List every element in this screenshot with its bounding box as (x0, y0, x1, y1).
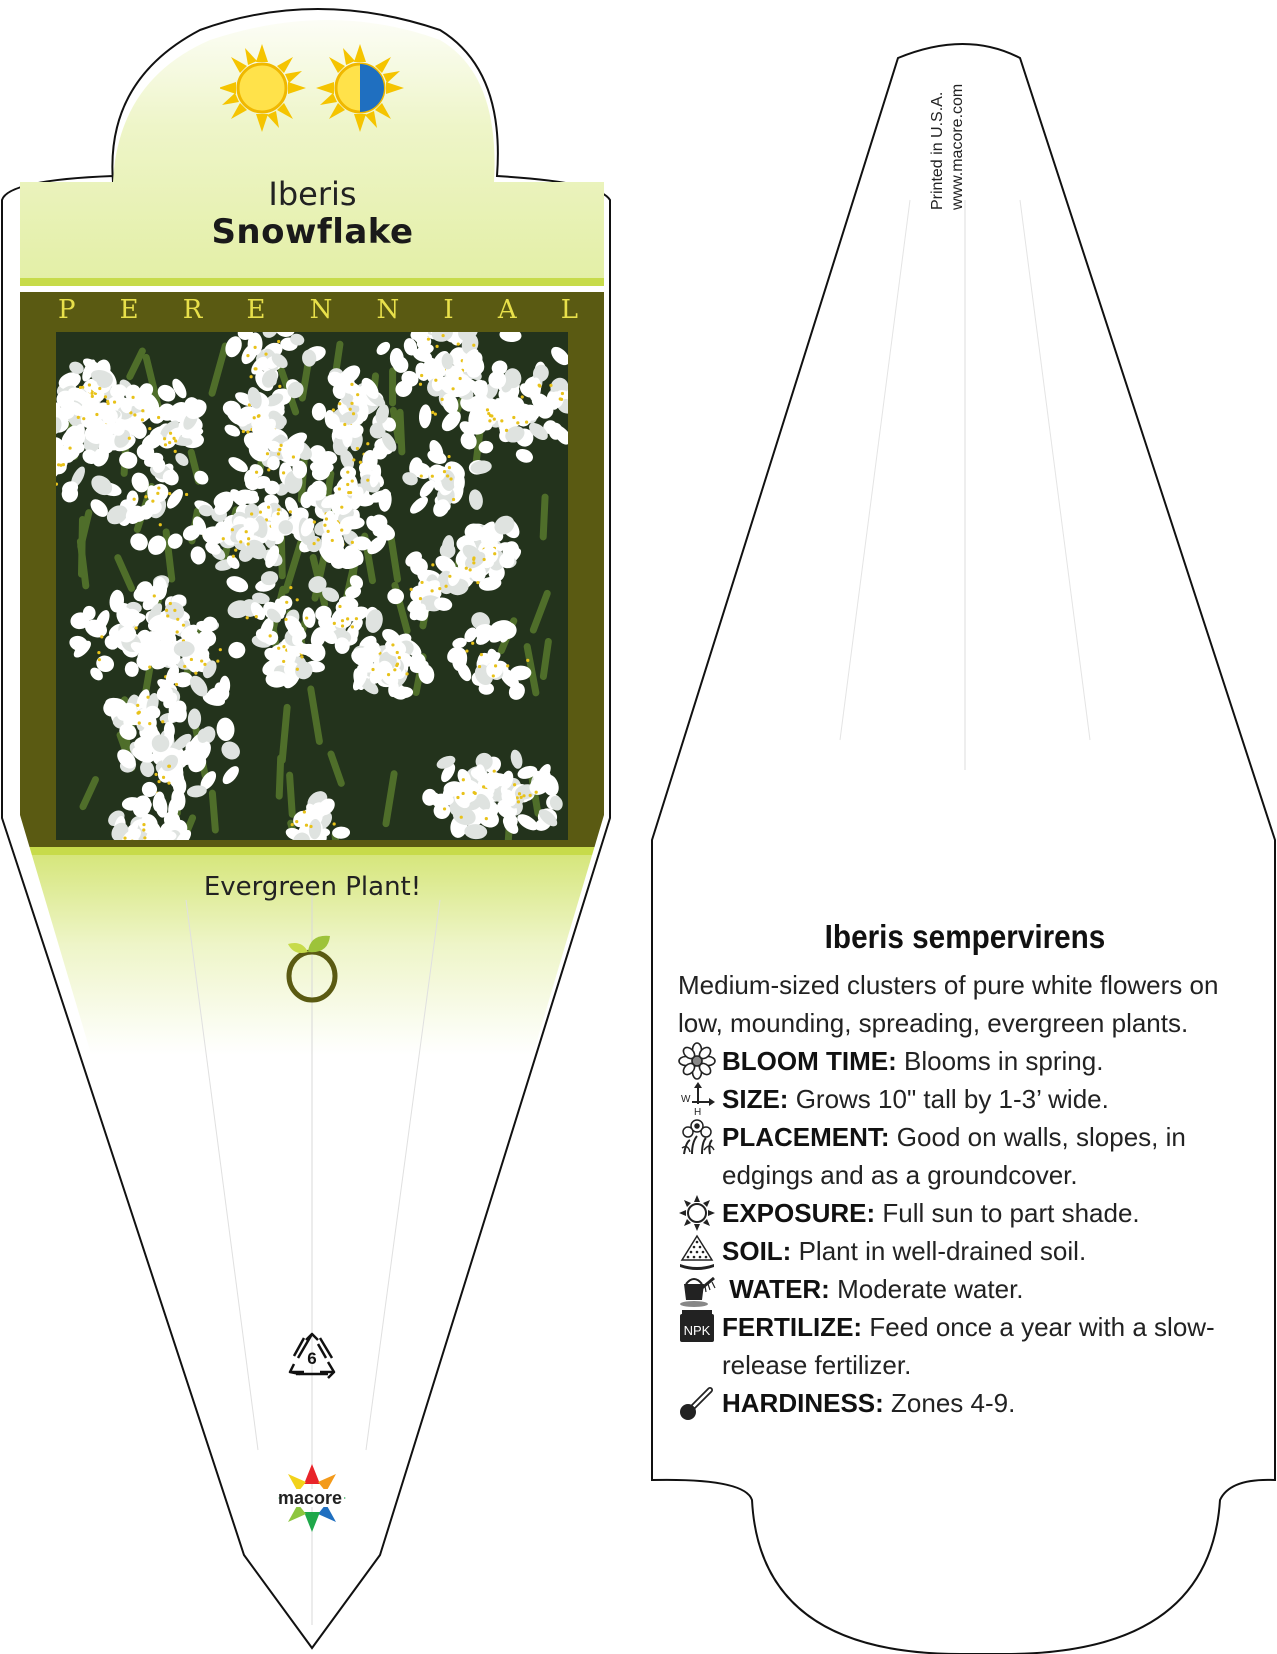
attr-soil (678, 1232, 1238, 1270)
attr-label: HARDINESS: (722, 1388, 884, 1418)
attr-label: FERTILIZE: (722, 1312, 863, 1342)
category-letter: N (376, 295, 400, 325)
attr-label: PLACEMENT: (722, 1122, 890, 1152)
soil-icon (678, 1232, 716, 1270)
watering-can-icon (678, 1270, 716, 1308)
attr-label: SOIL: (722, 1236, 792, 1266)
species-name: Iberis sempervirens (824, 918, 1106, 955)
npk-icon (678, 1308, 716, 1346)
category-letter: R (182, 295, 203, 325)
evergreen-leaf-icon (282, 930, 344, 1004)
category-letter: A (497, 295, 517, 325)
brand-name: macore (277, 1488, 343, 1508)
size-height-letter: H (694, 1107, 702, 1118)
attr-label: EXPOSURE: (722, 1198, 876, 1228)
attr-value: Feed once a year with a slow-release fertilizer. (722, 1312, 1215, 1380)
recycle-icon (286, 1332, 338, 1380)
attr-value: Grows 10" tall by 1-3’ wide. (795, 1084, 1109, 1114)
tagline: Evergreen Plant! (203, 872, 422, 902)
plant-cultivar: Snowflake (211, 212, 414, 252)
attr-value: Good on walls, slopes, in edgings and as a groundcover. (722, 1122, 1186, 1190)
category-letter: N (309, 295, 333, 325)
attr-label: WATER: (729, 1274, 830, 1304)
part-shade-icon (316, 44, 404, 132)
plant-genus: Iberis (268, 175, 357, 213)
attr-water (678, 1270, 1238, 1308)
website: www.macore.com (949, 83, 966, 210)
attr-value: Plant in well-drained soil. (798, 1236, 1087, 1266)
category-letter: E (246, 295, 266, 325)
attr-value: Moderate water. (837, 1274, 1024, 1304)
category-letter: E (119, 295, 139, 325)
size-icon (678, 1080, 716, 1118)
attr-size (678, 1080, 1238, 1118)
attr-value: Blooms in spring. (904, 1046, 1104, 1076)
attr-bloom-time (678, 1042, 1238, 1080)
attr-label: BLOOM TIME: (722, 1046, 897, 1076)
header-stripe (20, 278, 606, 286)
attr-fertilize (678, 1308, 1238, 1384)
print-info (928, 84, 968, 210)
exposure-icons (220, 40, 410, 136)
recycle-code: 6 (307, 1349, 317, 1368)
thermometer-icon (678, 1384, 716, 1422)
attr-hardiness (678, 1384, 1238, 1422)
category-label (58, 295, 578, 325)
attr-value: Full sun to part shade. (882, 1198, 1140, 1228)
category-letter: I (443, 295, 454, 325)
sun-icon (678, 1194, 716, 1232)
attr-placement (678, 1118, 1238, 1194)
size-width-letter: W (681, 1094, 691, 1105)
placement-icon (678, 1118, 716, 1156)
attr-value: Zones 4-9. (891, 1388, 1016, 1418)
printed-in: Printed in U.S.A. (929, 91, 946, 210)
category-letter: L (560, 295, 578, 325)
npk-text: NPK (683, 1323, 711, 1338)
footer-stripe (20, 847, 606, 855)
full-sun-icon (220, 44, 306, 132)
description: Medium-sized clusters of pure white flowers on low, mounding, spreading, evergreen plants. (678, 970, 1219, 1038)
attr-label: SIZE: (722, 1084, 789, 1114)
category-letter: P (58, 295, 76, 325)
plant-photo (56, 332, 568, 840)
flower-icon (678, 1042, 716, 1080)
attr-exposure (678, 1194, 1238, 1232)
plant-description-block (678, 966, 1238, 1422)
